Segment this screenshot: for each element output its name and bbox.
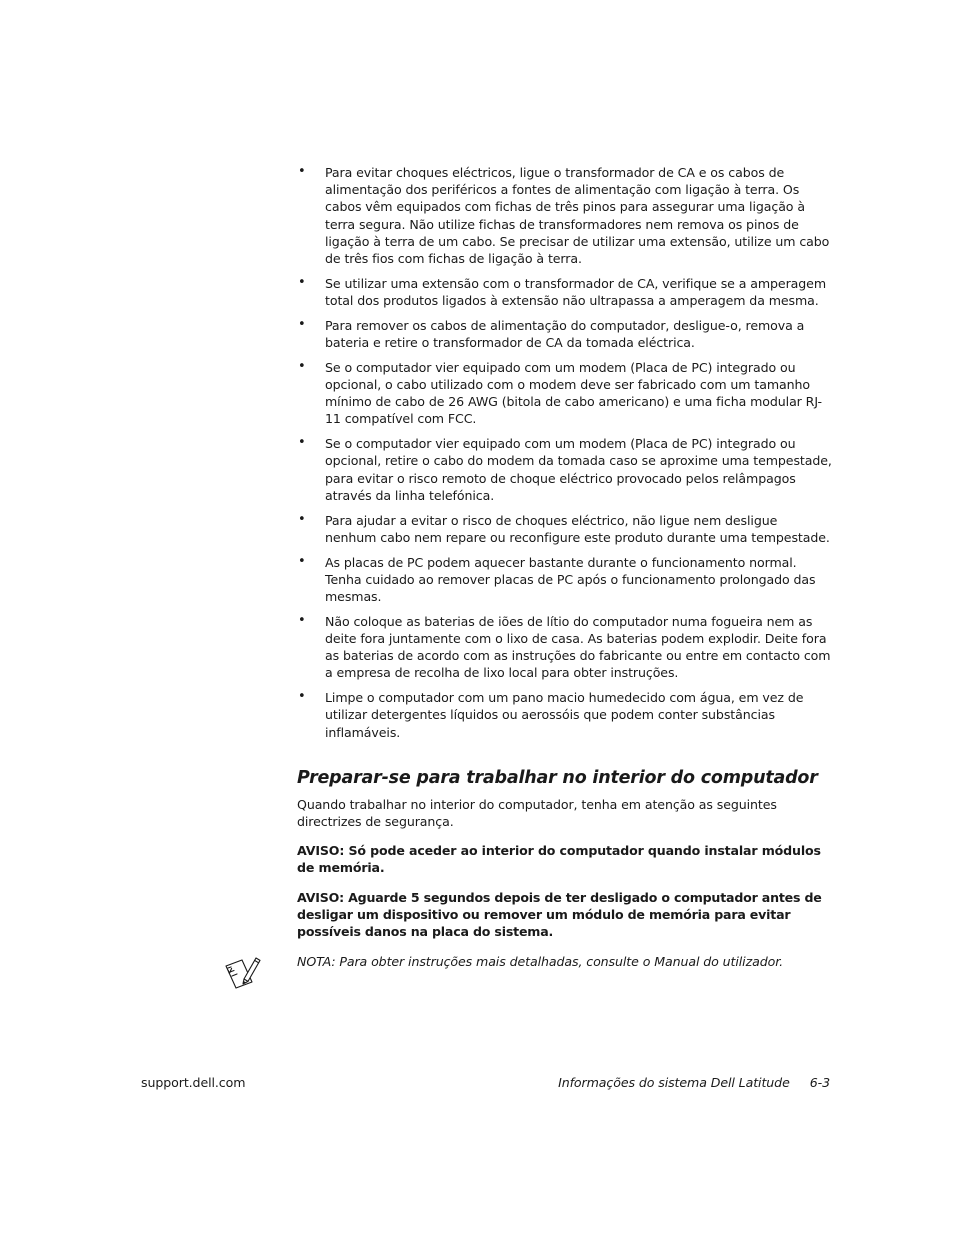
bullet-icon: • xyxy=(298,358,306,374)
footer-title xyxy=(558,1074,830,1091)
bullet-icon: • xyxy=(298,435,306,451)
bullet-text: Se utilizar uma extensão com o transformador de CA, verifique se a amperagem total dos produtos ligados à extensão não ultrapassa a amperagem da mesma. xyxy=(325,275,826,309)
safety-bullet-list xyxy=(297,164,832,748)
bullet-icon: • xyxy=(298,612,306,628)
list-item xyxy=(297,554,832,606)
section-title: Preparar-se para trabalhar no interior do computador xyxy=(297,768,818,788)
bullet-icon: • xyxy=(298,316,306,332)
bullet-icon: • xyxy=(298,511,306,527)
bullet-text: Para evitar choques eléctricos, ligue o transformador de CA e os cabos de alimentação dos periféricos a fontes de alimentação com ligação à terra. Os cabos vêm equipados com fichas de três pinos para assegurar uma ligação à terra segura. Não utilize fichas de transformadores nem remova os pinos de ligação à terra de um cabo. Se precisar de utilizar uma extensão, utilize um cabo de três fios com fichas de ligação à terra. xyxy=(325,165,830,267)
list-item xyxy=(297,317,832,351)
list-item xyxy=(297,164,832,267)
footer-chapter-title: Informações do sistema Dell Latitude xyxy=(558,1075,790,1090)
bullet-text: Não coloque as baterias de iões de lítio do computador numa fogueira nem as deite fora juntamente com o lixo de casa. As baterias podem explodir. Deite fora as baterias de acordo com as instruções do fabricante ou entre em contacto com a empresa de recolha de lixo local para obter instruções. xyxy=(325,613,831,681)
bullet-text: Se o computador vier equipado com um modem (Placa de PC) integrado ou opcional, o cabo utilizado com o modem deve ser fabricado com um tamanho mínimo de cabo de 26 AWG (bitola de cabo americano) e uma ficha modular RJ-11 compatível com FCC. xyxy=(325,359,822,427)
note-pencil-icon xyxy=(222,952,262,992)
list-item xyxy=(297,359,832,428)
footer-website: support.dell.com xyxy=(141,1075,246,1090)
bullet-icon: • xyxy=(298,689,306,705)
bullet-icon: • xyxy=(298,274,306,290)
bullet-text: As placas de PC podem aquecer bastante durante o funcionamento normal. Tenha cuidado ao remover placas de PC após o funcionamento prolongado das mesmas. xyxy=(325,554,816,605)
list-item xyxy=(297,689,832,741)
bullet-text: Para ajudar a evitar o risco de choques eléctrico, não ligue nem desligue nenhum cabo nem repare ou reconfigure este produto durante uma tempestade. xyxy=(325,512,830,545)
bullet-icon: • xyxy=(298,553,306,569)
warning-wait-seconds: AVISO: Aguarde 5 segundos depois de ter desligado o computador antes de desligar um dispositivo ou remover um módulo de memória para evitar possíveis danos na placa do sistema. xyxy=(297,890,822,940)
list-item xyxy=(297,512,832,546)
intro-paragraph: Quando trabalhar no interior do computador, tenha em atenção as seguintes directrizes de segurança. xyxy=(297,797,777,830)
bullet-icon: • xyxy=(298,164,306,179)
bullet-text: Limpe o computador com um pano macio humedecido com água, em vez de utilizar detergentes líquidos ou aerossóis que podem conter substâncias inflamáveis. xyxy=(325,690,804,740)
list-item xyxy=(297,613,832,682)
list-item xyxy=(297,435,832,504)
bullet-text: Se o computador vier equipado com um modem (Placa de PC) integrado ou opcional, retire o cabo do modem da tomada caso se aproxime uma tempestade, para evitar o risco remoto de choque eléctrico provocado pelos relâmpagos através da linha telefónica. xyxy=(325,436,832,503)
warning-memory-access: AVISO: Só pode aceder ao interior do computador quando instalar módulos de memória. xyxy=(297,843,821,876)
list-item xyxy=(297,275,832,309)
page-number: 6-3 xyxy=(809,1075,830,1090)
bullet-text: Para remover os cabos de alimentação do computador, desligue-o, remova a bateria e retire o transformador de CA da tomada eléctrica. xyxy=(325,317,805,351)
note-text: NOTA: Para obter instruções mais detalhadas, consulte o Manual do utilizador. xyxy=(297,954,784,969)
